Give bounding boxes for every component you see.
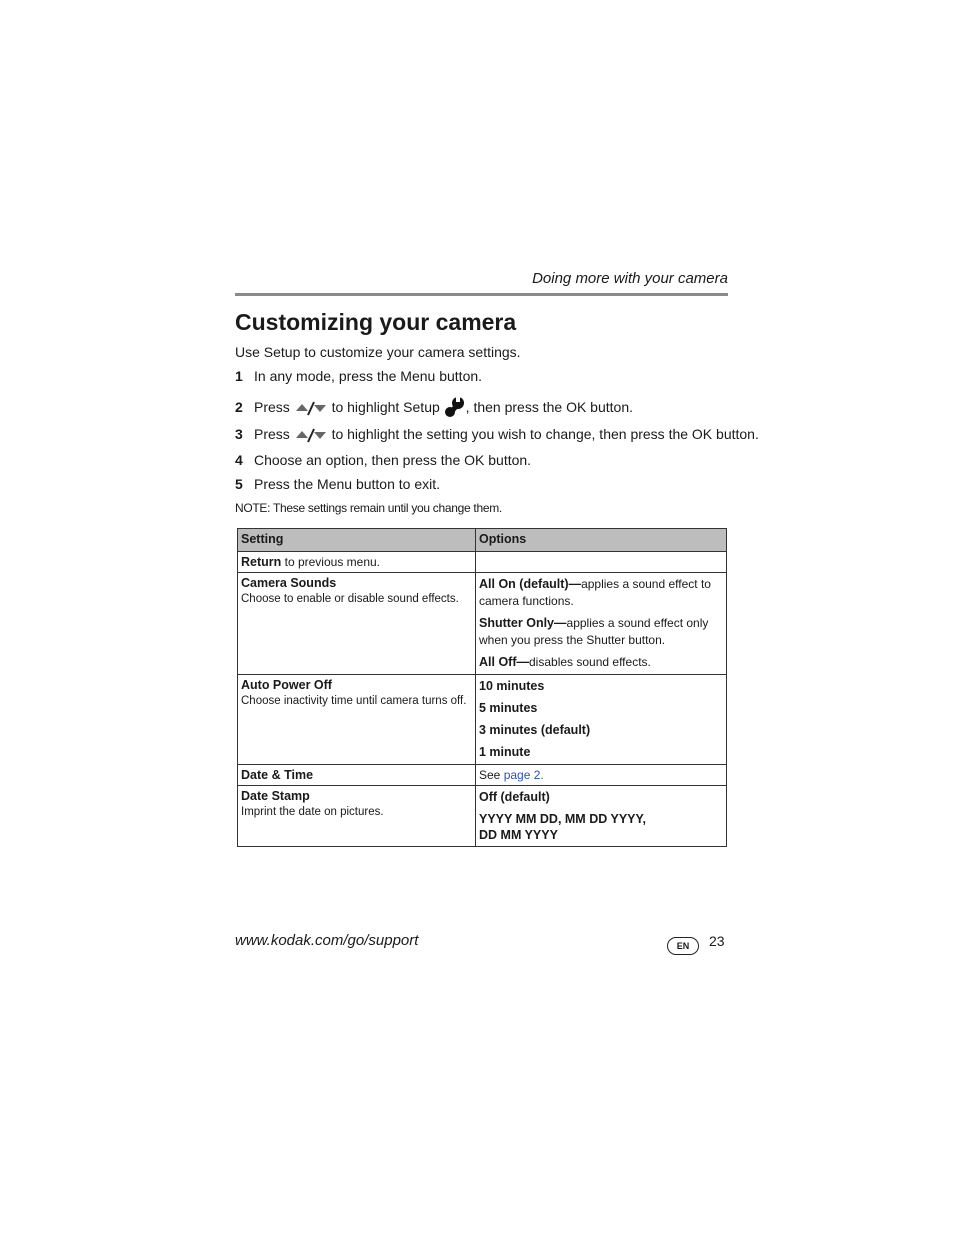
options-cell: [476, 786, 727, 847]
up-down-arrow-icon: [294, 427, 328, 443]
support-url[interactable]: www.kodak.com/go/support: [235, 932, 419, 949]
options-cell: [476, 765, 727, 786]
settings-table: [237, 528, 727, 847]
setting-desc: Imprint the date on pictures.: [241, 806, 384, 818]
table-row: [238, 765, 727, 786]
up-down-arrow-icon: [294, 400, 328, 416]
setting-name: Return: [241, 555, 282, 569]
page-2-link[interactable]: page 2: [503, 768, 541, 782]
link-period: .: [540, 768, 544, 782]
note-text: NOTE: These settings remain until you change them.: [235, 501, 502, 515]
page-number: 23: [709, 933, 725, 949]
header-setting: Setting: [238, 529, 476, 552]
setting-rest: to previous menu.: [281, 555, 380, 569]
step-text-mid: to highlight Setup: [331, 399, 440, 415]
step-number: 3: [235, 426, 243, 442]
option-text: applies a sound effect only when you press the Shutter button.: [479, 616, 709, 647]
step-2: [235, 396, 633, 418]
options-cell: [476, 552, 727, 573]
option: [479, 615, 723, 649]
setting-name: Camera Sounds: [241, 576, 337, 590]
option-name: All Off—: [479, 655, 529, 669]
running-header: Doing more with your camera: [532, 270, 728, 287]
table-row: [238, 573, 727, 675]
intro-text: Use Setup to customize your camera settings.: [235, 344, 521, 360]
step-text: Press the Menu button to exit.: [254, 476, 440, 492]
setting-name: Auto Power Off: [241, 678, 332, 692]
setting-cell: [238, 573, 476, 675]
table-row: [238, 786, 727, 847]
setting-cell: [238, 552, 476, 573]
option: 3 minutes (default): [479, 723, 591, 737]
setting-desc: Choose inactivity time until camera turns off.: [241, 695, 467, 707]
step-number: 4: [235, 452, 243, 468]
step-text-post: , then press the OK button.: [465, 399, 633, 415]
options-cell: [476, 573, 727, 675]
step-number: 1: [235, 368, 243, 384]
option-line: YYYY MM DD, MM DD YYYY,: [479, 812, 646, 826]
setting-desc: Choose to enable or disable sound effects.: [241, 593, 459, 605]
step-number: 2: [235, 399, 243, 415]
option: 10 minutes: [479, 679, 545, 693]
option-text: applies a sound effect to camera functions.: [479, 577, 711, 608]
header-rule: [235, 293, 728, 296]
header-options: Options: [476, 529, 727, 552]
setting-cell: [238, 765, 476, 786]
step-5: [235, 476, 440, 492]
see-text: See: [479, 768, 504, 782]
setting-name: Date & Time: [241, 768, 314, 782]
setting-cell: [238, 786, 476, 847]
setting-cell: [238, 675, 476, 765]
option: [479, 576, 723, 610]
table-row: [238, 675, 727, 765]
option-name: Shutter Only—: [479, 616, 567, 630]
option: [479, 654, 723, 671]
step-text: In any mode, press the Menu button.: [254, 368, 483, 384]
option: 1 minute: [479, 745, 531, 759]
option: Off (default): [479, 790, 550, 804]
wrench-setup-icon: [444, 396, 466, 418]
page-title: Customizing your camera: [235, 309, 517, 335]
step-text-pre: Press: [254, 426, 290, 442]
option: 5 minutes: [479, 701, 538, 715]
language-badge: EN: [667, 937, 699, 955]
step-4: [235, 452, 531, 468]
step-number: 5: [235, 476, 243, 492]
step-1: [235, 368, 482, 384]
option-text: disables sound effects.: [529, 655, 651, 669]
step-text-post: to highlight the setting you wish to change, then press the OK button.: [331, 426, 759, 442]
table-row: [238, 552, 727, 573]
option-line: DD MM YYYY: [479, 828, 558, 842]
option-name: All On (default)—: [479, 577, 582, 591]
step-text: Choose an option, then press the OK button.: [254, 452, 532, 468]
step-3: [235, 426, 759, 443]
setting-name: Date Stamp: [241, 789, 310, 803]
table-header-row: [238, 529, 727, 552]
options-cell: [476, 675, 727, 765]
step-text-pre: Press: [254, 399, 290, 415]
